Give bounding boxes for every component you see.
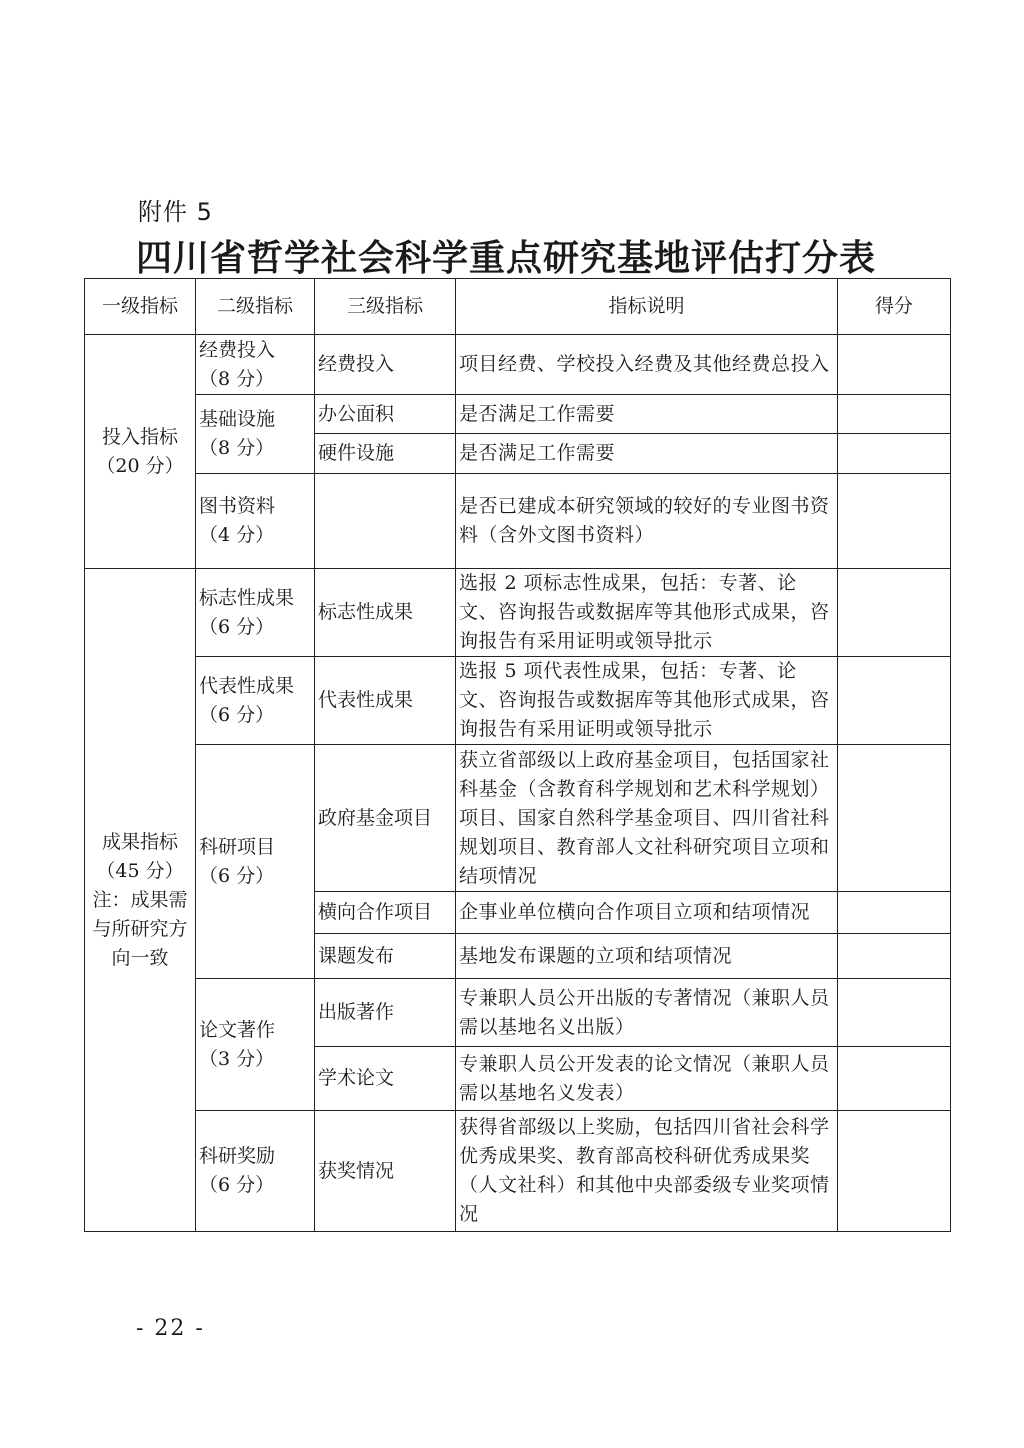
level3-topics: 课题发布	[315, 934, 456, 979]
header-level2: 二级指标	[196, 279, 315, 335]
desc-awards: 获得省部级以上奖励，包括四川省社会科学优秀成果奖、教育部高校科研优秀成果奖（人文社科）和其他中央部委级专业奖项情况	[456, 1111, 838, 1232]
level3-representative: 代表性成果	[315, 657, 456, 745]
table-row	[85, 569, 951, 657]
desc-topics: 基地发布课题的立项和结项情况	[456, 934, 838, 979]
header-score: 得分	[838, 279, 951, 335]
score-cell[interactable]	[838, 1047, 951, 1111]
score-cell[interactable]	[838, 979, 951, 1047]
level3-articles: 学术论文	[315, 1047, 456, 1111]
header-level1: 一级指标	[85, 279, 196, 335]
desc-articles: 专兼职人员公开发表的论文情况（兼职人员需以基地名义发表）	[456, 1047, 838, 1111]
score-cell[interactable]	[838, 474, 951, 569]
page-title: 四川省哲学社会科学重点研究基地评估打分表	[136, 238, 877, 279]
level3-gov: 政府基金项目	[315, 745, 456, 892]
header-level3: 三级指标	[315, 279, 456, 335]
page-number: - 22 -	[136, 1316, 205, 1341]
level2-papers: 论文著作 （3 分）	[196, 979, 315, 1111]
desc-gov: 获立省部级以上政府基金项目，包括国家社科基金（含教育科学规划和艺术科学规划）项目、国家自然科学基金项目、四川省社科规划项目、教育部人文社科研究项目立项和结项情况	[456, 745, 838, 892]
desc-office: 是否满足工作需要	[456, 395, 838, 434]
level2-landmark: 标志性成果 （6 分）	[196, 569, 315, 657]
score-cell[interactable]	[838, 657, 951, 745]
level3-office: 办公面积	[315, 395, 456, 434]
desc-representative: 选报 5 项代表性成果，包括：专著、论文、咨询报告或数据库等其他形式成果，咨询报告有采用证明或领导批示	[456, 657, 838, 745]
table-row	[85, 474, 951, 569]
score-cell[interactable]	[838, 1111, 951, 1232]
level2-library: 图书资料 （4 分）	[196, 474, 315, 569]
table-row	[85, 745, 951, 892]
attachment-label: 附件 5	[138, 198, 213, 226]
desc-horizontal: 企事业单位横向合作项目立项和结项情况	[456, 892, 838, 934]
level3-library	[315, 474, 456, 569]
level3-funding: 经费投入	[315, 335, 456, 395]
level3-horizontal: 横向合作项目	[315, 892, 456, 934]
desc-landmark: 选报 2 项标志性成果，包括：专著、论文、咨询报告或数据库等其他形式成果，咨询报告有采用证明或领导批示	[456, 569, 838, 657]
evaluation-table	[84, 278, 951, 1232]
header-description: 指标说明	[456, 279, 838, 335]
level1-output: 成果指标 （45 分） 注：成果需与所研究方向一致	[85, 569, 196, 1232]
level2-infra: 基础设施 （8 分）	[196, 395, 315, 474]
desc-funding: 项目经费、学校投入经费及其他经费总投入	[456, 335, 838, 395]
level2-representative: 代表性成果 （6 分）	[196, 657, 315, 745]
desc-hardware: 是否满足工作需要	[456, 434, 838, 474]
level3-awards: 获奖情况	[315, 1111, 456, 1232]
level3-landmark: 标志性成果	[315, 569, 456, 657]
level1-input: 投入指标 （20 分）	[85, 335, 196, 569]
header-row	[85, 279, 951, 335]
desc-books: 专兼职人员公开出版的专著情况（兼职人员需以基地名义出版）	[456, 979, 838, 1047]
score-cell[interactable]	[838, 335, 951, 395]
score-cell[interactable]	[838, 934, 951, 979]
level3-books: 出版著作	[315, 979, 456, 1047]
desc-library: 是否已建成本研究领域的较好的专业图书资料（含外文图书资料）	[456, 474, 838, 569]
score-cell[interactable]	[838, 395, 951, 434]
score-cell[interactable]	[838, 569, 951, 657]
table-row	[85, 657, 951, 745]
level2-projects: 科研项目 （6 分）	[196, 745, 315, 979]
table-row	[85, 979, 951, 1047]
level2-funding: 经费投入 （8 分）	[196, 335, 315, 395]
table-row	[85, 1111, 951, 1232]
level3-hardware: 硬件设施	[315, 434, 456, 474]
score-cell[interactable]	[838, 745, 951, 892]
table-row	[85, 335, 951, 395]
score-cell[interactable]	[838, 434, 951, 474]
score-cell[interactable]	[838, 892, 951, 934]
level2-awards: 科研奖励 （6 分）	[196, 1111, 315, 1232]
table-row	[85, 395, 951, 434]
